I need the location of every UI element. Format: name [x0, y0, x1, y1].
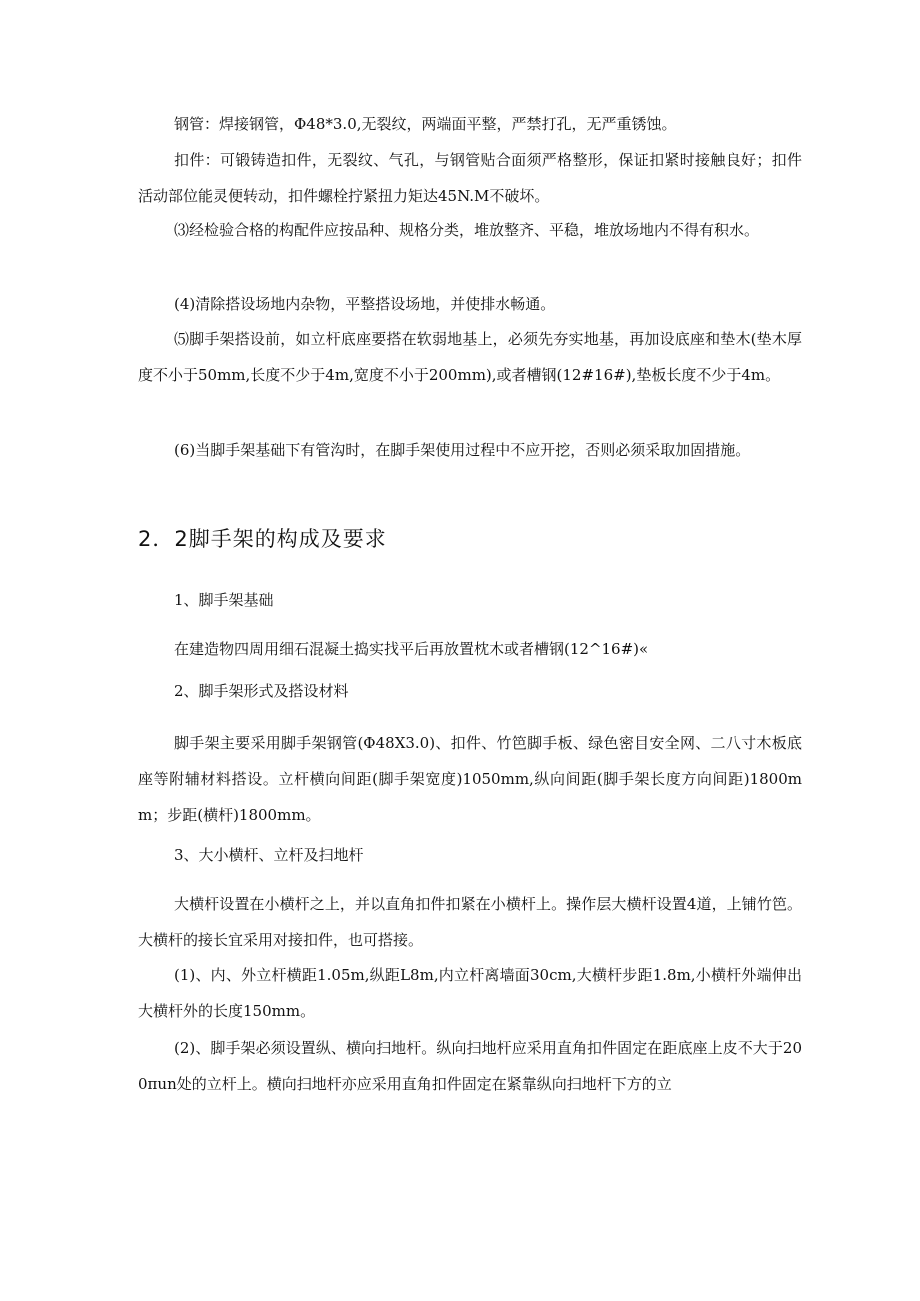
- paragraph-bars-item-1: (1)、内、外立杆横距1.05m,纵距L8m,内立杆离墙面30cm,大横杆步距1.8m,小横杆外端伸出大横杆外的长度150mm。: [138, 966, 802, 1020]
- paragraph-fasteners: 扣件：可锻铸造扣件，无裂纹、气孔，与钢管贴合面须严格整形，保证扣紧时接触良好；扣件活动部位能灵便转动，扣件螺栓拧紧扭力矩达45N.M不破坏。: [138, 151, 802, 205]
- paragraph-foundation: 在建造物四周用细石混凝土捣实找平后再放置枕木或者槽钢(12^16#)«: [174, 640, 649, 658]
- paragraph-form: 脚手架主要采用脚手架钢管(Φ48X3.0)、扣件、竹笆脚手板、绿色密目安全网、二八寸木板底座等附辅材料搭设。立杆横向间距(脚手架宽度)1050mm,纵向间距(脚手架长度方向间距)1800mm；步距(横杆)1800mm。: [138, 734, 802, 824]
- paragraph-item-4: (4)清除搭设场地内杂物，平整搭设场地，并使排水畅通。: [174, 295, 556, 313]
- subsection-title-bars: 3、大小横杆、立杆及扫地杆: [174, 846, 364, 864]
- subsection-title-form: 2、脚手架形式及搭设材料: [174, 682, 349, 700]
- paragraph-item-6: (6)当脚手架基础下有管沟时，在脚手架使用过程中不应开挖，否则必须采取加固措施。: [174, 441, 751, 459]
- paragraph-bars: 大横杆设置在小横杆之上，并以直角扣件扣紧在小横杆上。操作层大横杆设置4道，上铺竹笆。大横杆的接长宜采用对接扣件，也可搭接。: [138, 895, 802, 949]
- paragraph-item-3: ⑶经检验合格的构配件应按品种、规格分类，堆放整齐、平稳，堆放场地内不得有积水。: [174, 221, 760, 239]
- paragraph-bars-item-2: (2)、脚手架必须设置纵、横向扫地杆。纵向扫地杆应采用直角扣件固定在距底座上皮不大于200πun处的立杆上。横向扫地杆亦应采用直角扣件固定在紧靠纵向扫地杆下方的立: [138, 1039, 802, 1093]
- subsection-title-foundation: 1、脚手架基础: [174, 591, 274, 609]
- paragraph-item-5: ⑸脚手架搭设前，如立杆底座要搭在软弱地基上，必须先夯实地基，再加设底座和垫木(垫木厚度不小于50mm,长度不少于4m,宽度不小于200mm),或者槽钢(12#16#),垫板长度不少于4m。: [138, 330, 802, 384]
- paragraph-steel-pipe: 钢管：焊接钢管，Φ48*3.0,无裂纹，两端面平整，严禁打孔，无严重锈蚀。: [174, 115, 677, 133]
- section-heading: 2．2脚手架的构成及要求: [138, 527, 387, 551]
